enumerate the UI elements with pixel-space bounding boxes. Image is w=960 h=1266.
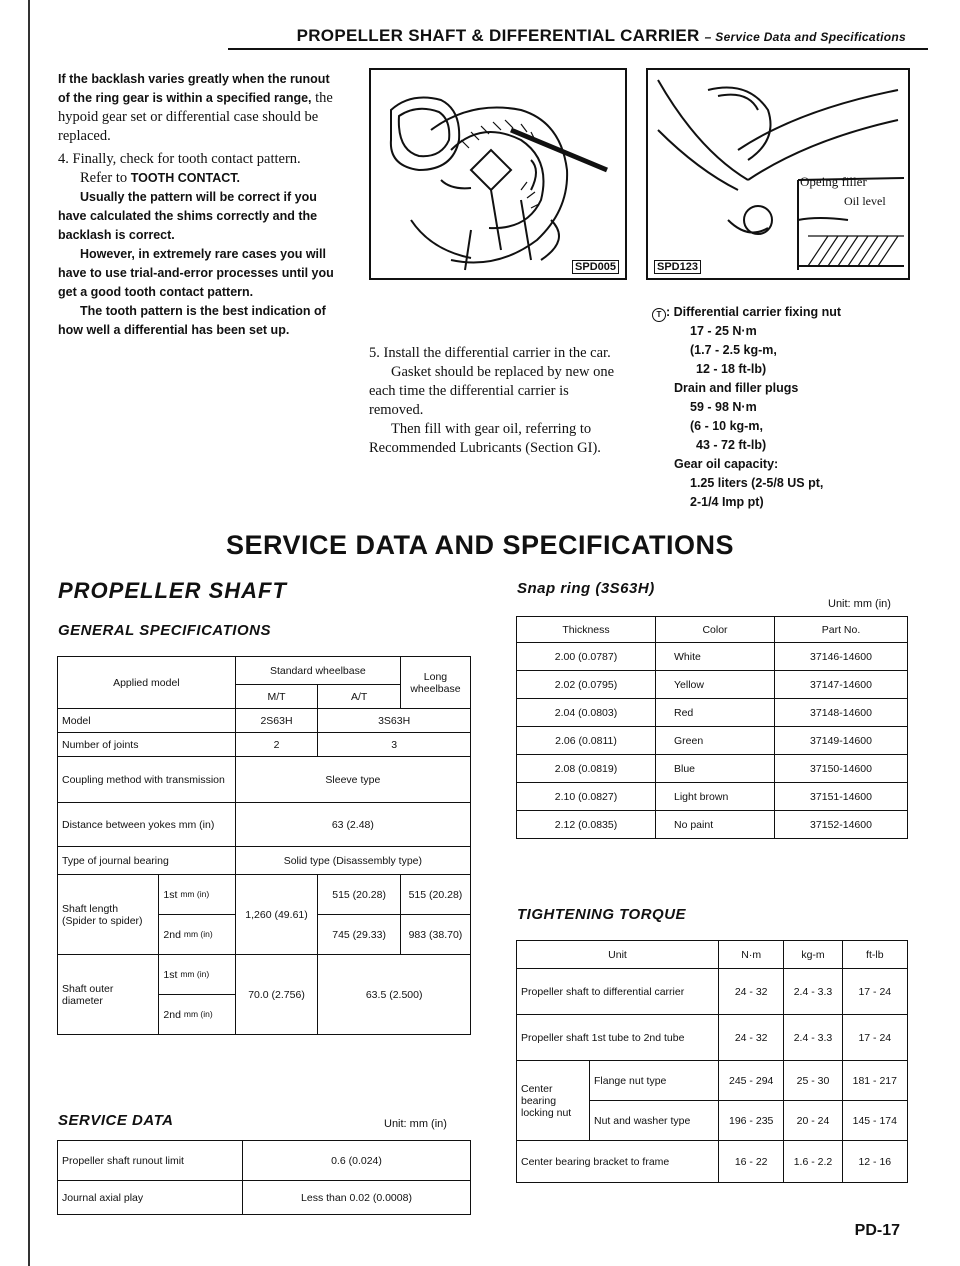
tt-r2-kgm: 2.4 - 3.3 (784, 1015, 842, 1061)
row-shaft-outer-label: Shaft outer diameter (58, 955, 159, 1035)
service-row-runout-label: Propeller shaft runout limit (58, 1141, 243, 1181)
figure-label-spd123: SPD123 (654, 260, 701, 274)
tt-r1-label: Propeller shaft to differential carrier (517, 969, 719, 1015)
table-row (517, 755, 908, 783)
tt-th-ftlb: ft-lb (842, 941, 907, 969)
spec-line-4: 12 - 18 ft-lb) (696, 362, 767, 376)
service-data-unit: Unit: mm (in) (384, 1118, 447, 1130)
row-joints-rest: 3 (318, 733, 471, 757)
spec-line-1: : Differential carrier fixing nut (666, 305, 842, 319)
snap-cell-thickness: 2.10 (0.0827) (517, 783, 656, 811)
table-row (517, 783, 908, 811)
row-shaft-length-label: Shaft length (Spider to spider) (58, 875, 159, 955)
th-mt: M/T (235, 685, 318, 709)
tt-r3-ftlb: 181 - 217 (842, 1061, 907, 1101)
tightening-torque-heading: TIGHTENING TORQUE (517, 906, 687, 923)
general-spec-table (57, 656, 471, 1035)
table-row (517, 1061, 908, 1101)
spec-line-2: 17 - 25 N·m (690, 324, 757, 338)
note-tooth-pattern: The tooth pattern is the best indication of how well a differential has been set up. (58, 304, 326, 337)
snap-cell-thickness: 2.08 (0.0819) (517, 755, 656, 783)
spec-line-11: 2-1/4 Imp pt) (690, 495, 764, 509)
header-title (297, 26, 906, 46)
table-row (517, 671, 908, 699)
page-number: PD-17 (854, 1222, 900, 1239)
header-rule (228, 48, 928, 50)
tt-th-unit: Unit (517, 941, 719, 969)
fill-note: Then fill with gear oil, referring to Recommended Lubricants (Section GI). (369, 421, 601, 456)
spec-line-6: 59 - 98 N·m (690, 400, 757, 414)
snap-cell-thickness: 2.12 (0.0835) (517, 811, 656, 839)
shaft-outer-2nd-label: 2nd (163, 1008, 181, 1021)
tt-r4-kgm: 20 - 24 (784, 1101, 842, 1141)
shaft-length-2nd (159, 915, 235, 955)
spec-line-3: (1.7 - 2.5 kg-m, (690, 343, 777, 357)
row-model-mt: 2S63H (235, 709, 318, 733)
shaft-outer-2nd-unit: mm (in) (183, 1009, 213, 1020)
shaft-length-1st (159, 875, 235, 915)
general-specifications-heading: GENERAL SPECIFICATIONS (58, 622, 271, 639)
shaft-length-at-2nd: 745 (29.33) (318, 915, 401, 955)
snap-ring-table (516, 616, 908, 839)
row-coupling-value: Sleeve type (235, 757, 470, 803)
snap-cell-part: 37148-14600 (775, 699, 908, 727)
figure-label-spd005: SPD005 (572, 260, 619, 274)
row-joints-label: Number of joints (58, 733, 236, 757)
snap-cell-part: 37150-14600 (775, 755, 908, 783)
tt-r3-kgm: 25 - 30 (784, 1061, 842, 1101)
propeller-shaft-heading: PROPELLER SHAFT (58, 578, 287, 603)
page-binding-edge (28, 0, 30, 1266)
snap-cell-thickness: 2.06 (0.0811) (517, 727, 656, 755)
step-5: 5. Install the differential carrier in the car. (369, 345, 611, 361)
tt-r1-ftlb: 17 - 24 (842, 969, 907, 1015)
row-distance-label (58, 803, 236, 847)
figure-spd005 (369, 68, 627, 280)
distance-label-text: Distance between yokes (62, 818, 176, 831)
paragraph-backlash (58, 70, 342, 146)
tt-r2-nm: 24 - 32 (719, 1015, 784, 1061)
tt-r2-ftlb: 17 - 24 (842, 1015, 907, 1061)
snap-th-part: Part No. (775, 617, 908, 643)
shaft-length-2nd-unit: mm (in) (183, 929, 213, 940)
shaft-outer-1st (159, 955, 235, 995)
tt-r3-sub: Flange nut type (590, 1061, 719, 1101)
table-row (517, 643, 908, 671)
shaft-length-long-1st: 515 (20.28) (400, 875, 470, 915)
left-text-column (58, 70, 342, 340)
snap-cell-color: Light brown (656, 783, 775, 811)
note-usually: Usually the pattern will be correct if you have calculated the shims correctly and the backlash is correct. (58, 190, 318, 242)
spec-line-9: Gear oil capacity: (674, 457, 779, 471)
snap-cell-color: Green (656, 727, 775, 755)
refer-target: TOOTH CONTACT. (130, 171, 240, 185)
tt-r3-nm: 245 - 294 (719, 1061, 784, 1101)
tt-th-kgm: kg-m (784, 941, 842, 969)
row-joints-mt: 2 (235, 733, 318, 757)
table-row (517, 727, 908, 755)
torque-icon: T (652, 308, 666, 322)
shaft-length-mt: 1,260 (49.61) (235, 875, 318, 955)
snap-ring-unit: Unit: mm (in) (828, 598, 891, 610)
snap-cell-thickness: 2.00 (0.0787) (517, 643, 656, 671)
page-header (228, 6, 928, 46)
distance-unit: mm (in) (178, 818, 215, 831)
service-data-heading: SERVICE DATA (58, 1112, 174, 1129)
tt-th-nm: N·m (719, 941, 784, 969)
section-title: SERVICE DATA AND SPECIFICATIONS (225, 530, 735, 560)
snap-cell-part: 37151-14600 (775, 783, 908, 811)
service-row-axial-label: Journal axial play (58, 1181, 243, 1215)
row-journal-value: Solid type (Disassembly type) (235, 847, 470, 875)
backlash-bold-text: If the backlash varies greatly when the runout of the ring gear is within a specified range, (58, 72, 330, 105)
shaft-length-1st-unit: mm (in) (180, 889, 210, 900)
snap-cell-thickness: 2.02 (0.0795) (517, 671, 656, 699)
middle-text-column (369, 344, 625, 458)
snap-cell-color: White (656, 643, 775, 671)
shaft-outer-rest: 63.5 (2.500) (318, 955, 471, 1035)
refer-line (58, 169, 342, 188)
row-coupling-label: Coupling method with transmission (58, 757, 236, 803)
th-at: A/T (318, 685, 401, 709)
backlash-text: the hypoid gear set or differential case should be replaced. (58, 90, 333, 144)
service-row-axial-value: Less than 0.02 (0.0008) (243, 1181, 471, 1215)
spec-line-5: Drain and filler plugs (674, 381, 799, 395)
snap-cell-part: 37147-14600 (775, 671, 908, 699)
tightening-torque-table (516, 940, 908, 1183)
snap-th-thickness: Thickness (517, 617, 656, 643)
tt-r3-label: Center bearing locking nut (517, 1061, 590, 1141)
differential-gear-illustration (371, 70, 625, 278)
row-model-label: Model (58, 709, 236, 733)
snap-cell-color: Red (656, 699, 775, 727)
snap-cell-part: 37152-14600 (775, 811, 908, 839)
tt-r1-nm: 24 - 32 (719, 969, 784, 1015)
step-4: 4. Finally, check for tooth contact pattern. (58, 151, 301, 167)
shaft-outer-1st-unit: mm (in) (180, 969, 210, 980)
refer-prefix: Refer to (80, 170, 128, 186)
row-model-rest: 3S63H (318, 709, 471, 733)
th-applied-model: Applied model (58, 657, 236, 709)
right-spec-block (652, 303, 912, 512)
header-main-title: PROPELLER SHAFT & DIFFERENTIAL CARRIER (296, 26, 700, 45)
table-row (517, 969, 908, 1015)
th-long-wheelbase: Long wheelbase (400, 657, 470, 709)
shaft-length-at-1st: 515 (20.28) (318, 875, 401, 915)
table-row (517, 811, 908, 839)
snap-cell-color: Yellow (656, 671, 775, 699)
spec-torque-line (652, 303, 912, 322)
gasket-note: Gasket should be replaced by new one each time the differential carrier is removed. (369, 364, 615, 418)
note-however: However, in extremely rare cases you will have to use trial-and-error processes until you get a good tooth contact pattern. (58, 247, 334, 299)
service-data-table (57, 1140, 471, 1215)
table-row (517, 1015, 908, 1061)
spec-line-10: 1.25 liters (2-5/8 US pt, (690, 476, 824, 490)
snap-cell-thickness: 2.04 (0.0803) (517, 699, 656, 727)
shaft-outer-mt: 70.0 (2.756) (235, 955, 318, 1035)
callout-oil-level: Oil level (844, 194, 886, 208)
th-standard-wheelbase: Standard wheelbase (235, 657, 400, 685)
tt-r5-ftlb: 12 - 16 (842, 1141, 907, 1183)
tt-r5-nm: 16 - 22 (719, 1141, 784, 1183)
figure-spd123 (646, 68, 910, 280)
header-subtitle: – Service Data and Specifications (704, 30, 906, 44)
table-row (517, 1141, 908, 1183)
shaft-length-long-2nd: 983 (38.70) (400, 915, 470, 955)
snap-cell-part: 37149-14600 (775, 727, 908, 755)
spec-line-7: (6 - 10 kg-m, (690, 419, 763, 433)
oil-level-illustration (648, 70, 908, 278)
snap-ring-heading: Snap ring (3S63H) (517, 580, 655, 597)
row-journal-label: Type of journal bearing (58, 847, 236, 875)
tt-r5-label: Center bearing bracket to frame (517, 1141, 719, 1183)
tt-r4-sub: Nut and washer type (590, 1101, 719, 1141)
tt-r4-nm: 196 - 235 (719, 1101, 784, 1141)
tt-r2-label: Propeller shaft 1st tube to 2nd tube (517, 1015, 719, 1061)
spec-line-8: 43 - 72 ft-lb) (696, 438, 767, 452)
callout-opening-filler: Opeing filler (800, 174, 867, 189)
shaft-length-2nd-label: 2nd (163, 928, 181, 941)
service-row-runout-value: 0.6 (0.024) (243, 1141, 471, 1181)
tt-r5-kgm: 1.6 - 2.2 (784, 1141, 842, 1183)
snap-cell-color: Blue (656, 755, 775, 783)
shaft-outer-2nd (159, 995, 235, 1035)
snap-cell-part: 37146-14600 (775, 643, 908, 671)
tt-r1-kgm: 2.4 - 3.3 (784, 969, 842, 1015)
shaft-length-1st-label: 1st (163, 888, 178, 901)
snap-th-color: Color (656, 617, 775, 643)
shaft-outer-1st-label: 1st (163, 968, 178, 981)
snap-cell-color: No paint (656, 811, 775, 839)
table-row (517, 699, 908, 727)
tt-r4-ftlb: 145 - 174 (842, 1101, 907, 1141)
row-distance-value: 63 (2.48) (235, 803, 470, 847)
